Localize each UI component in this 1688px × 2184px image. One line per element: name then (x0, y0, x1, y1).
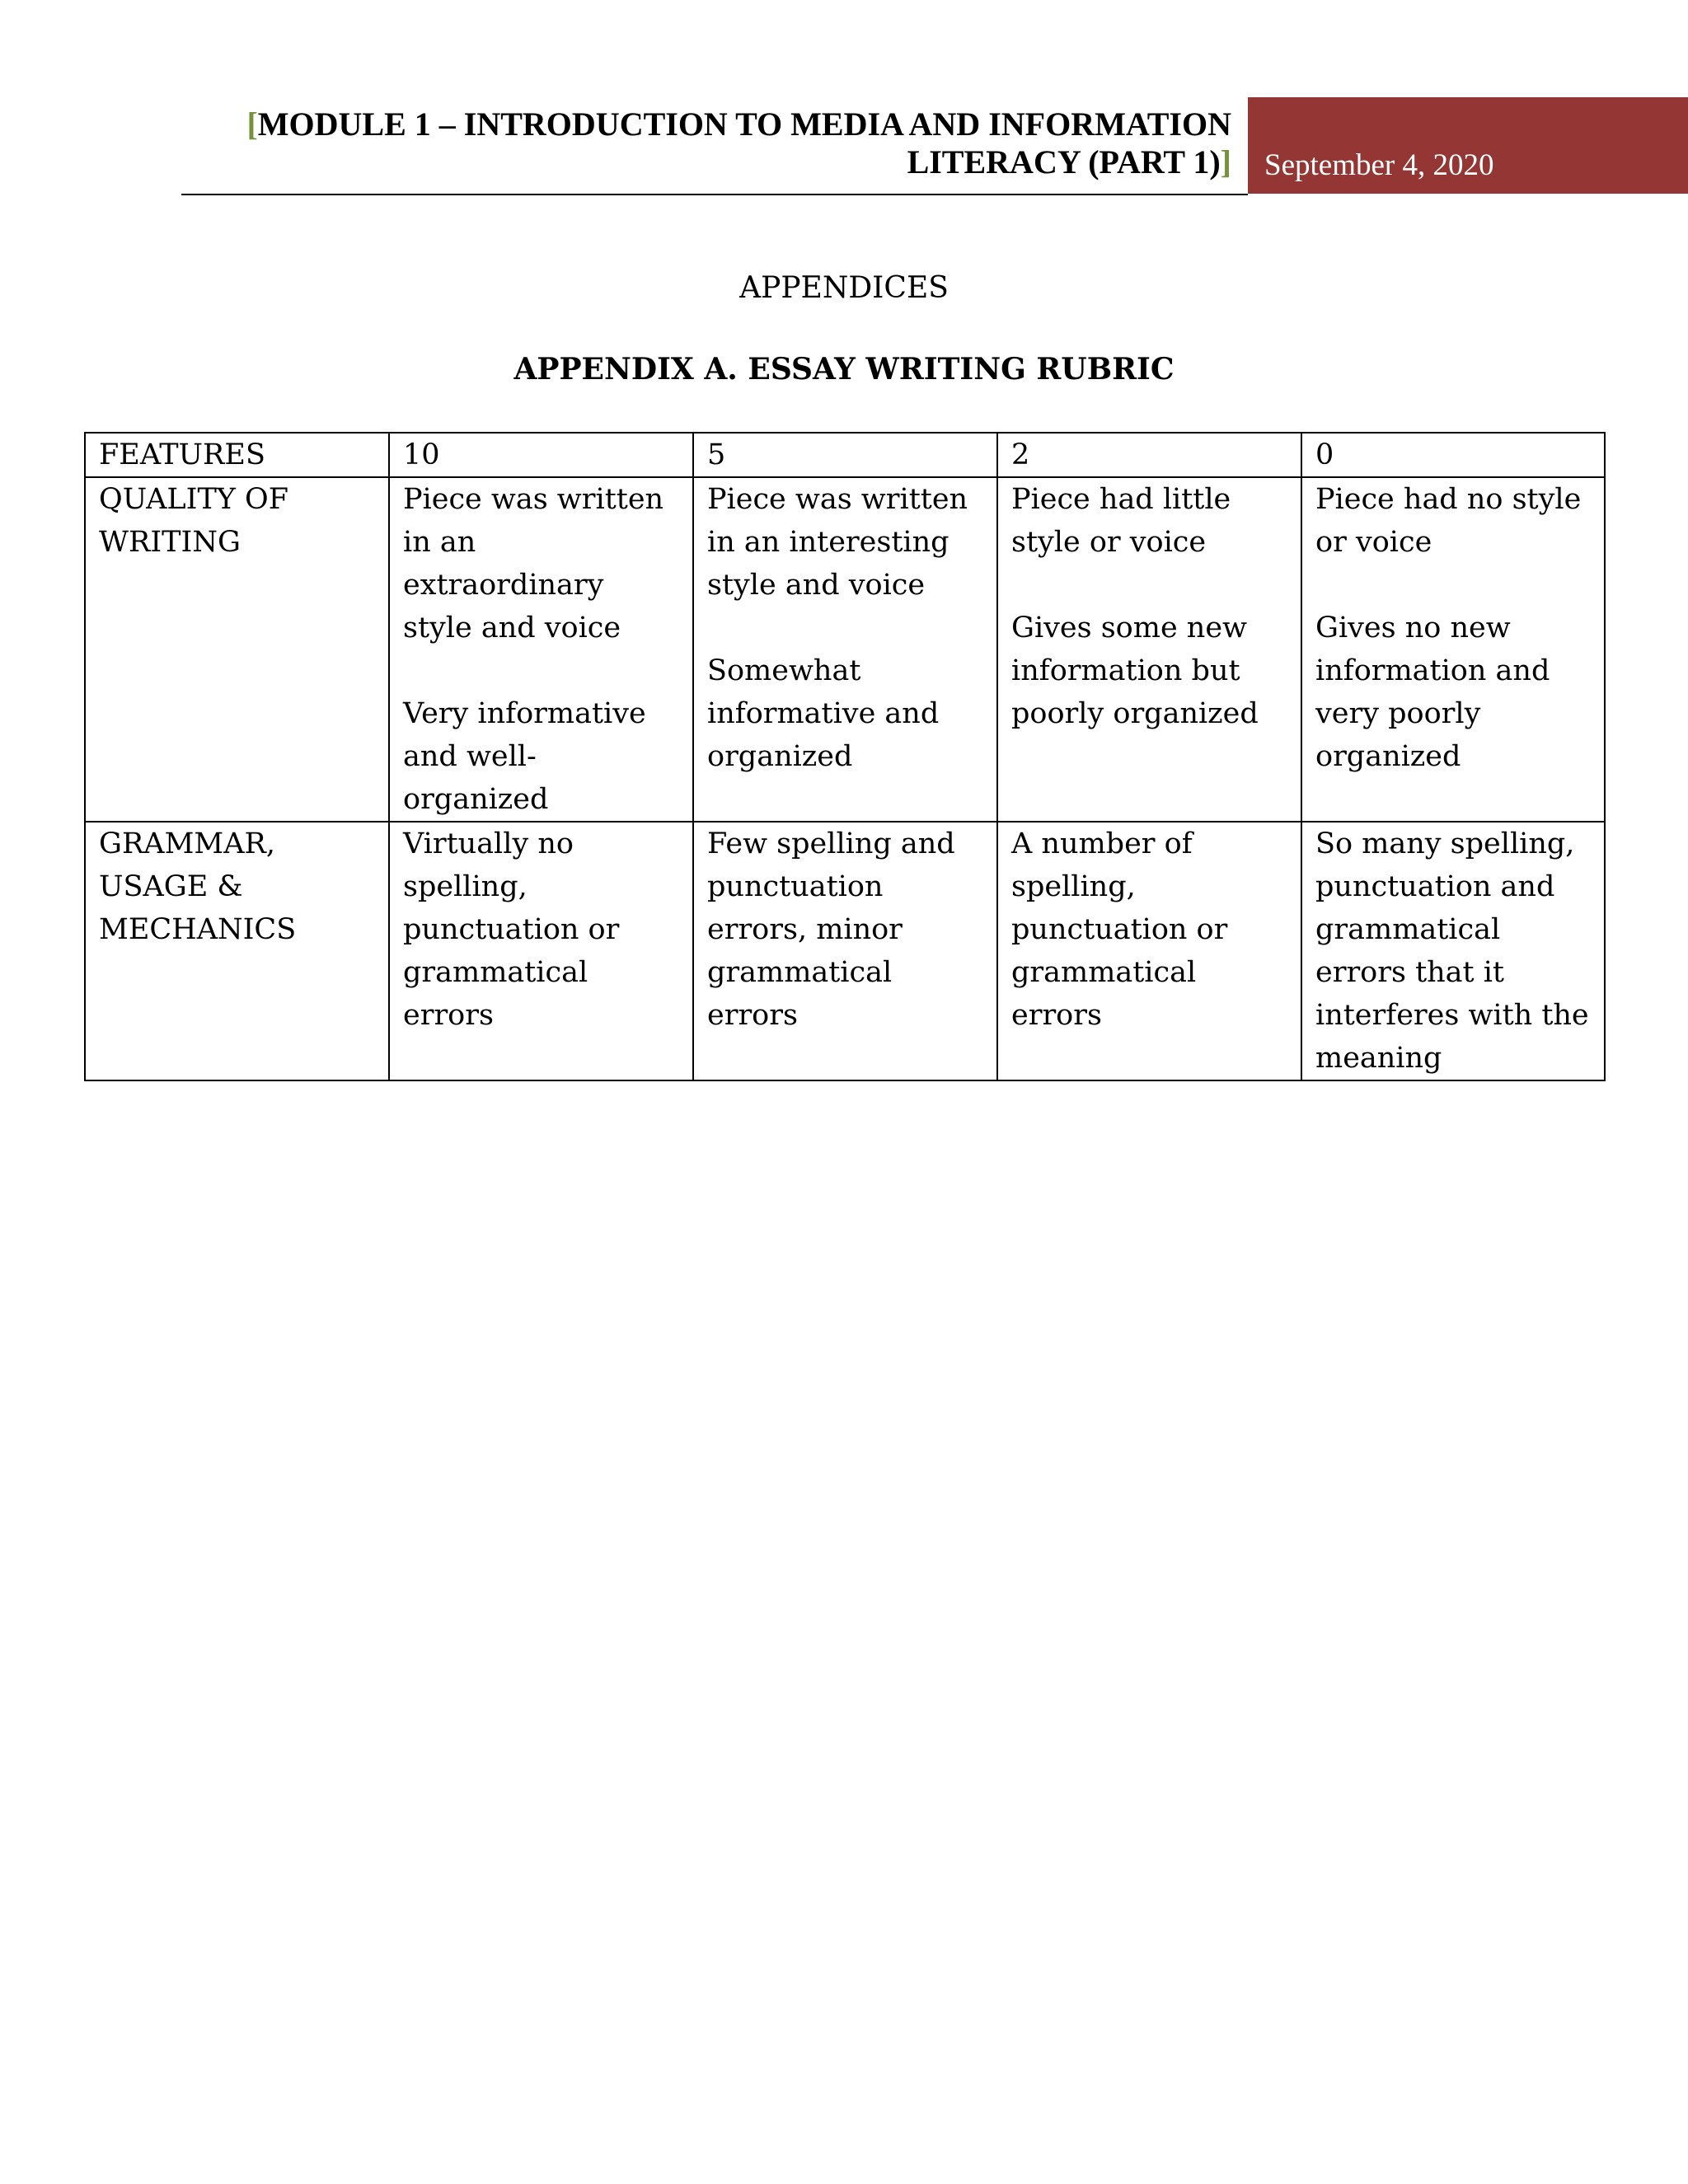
column-header-score-5: 5 (693, 433, 997, 477)
column-header-score-10: 10 (389, 433, 693, 477)
column-header-score-2: 2 (997, 433, 1301, 477)
bracket-close: ] (1220, 143, 1231, 180)
criteria-cell: Piece was written in an interesting style and voice Somewhat informative and organized (693, 477, 997, 822)
feature-cell: GRAMMAR, USAGE & MECHANICS (85, 822, 389, 1080)
table-row-quality-of-writing (85, 477, 1605, 822)
header-divider (181, 194, 1248, 195)
module-title (181, 105, 1231, 181)
criteria-cell: Piece had little style or voice Gives some new information but poorly organized (997, 477, 1301, 822)
criteria-cell: Piece was written in an extraordinary style and voice Very informative and well-organized (389, 477, 693, 822)
bracket-open: [ (246, 105, 258, 143)
criteria-cell: A number of spelling, punctuation or grammatical errors (997, 822, 1301, 1080)
criteria-cell: Few spelling and punctuation errors, minor grammatical errors (693, 822, 997, 1080)
header-date: September 4, 2020 (1264, 148, 1494, 182)
table-header-row (85, 433, 1605, 477)
column-header-score-0: 0 (1301, 433, 1605, 477)
rubric-table (84, 432, 1606, 1081)
appendix-title: APPENDIX A. ESSAY WRITING RUBRIC (513, 352, 1175, 387)
criteria-cell: Virtually no spelling, punctuation or grammatical errors (389, 822, 693, 1080)
date-banner (1248, 97, 1688, 194)
column-header-features: FEATURES (85, 433, 389, 477)
feature-cell: QUALITY OF WRITING (85, 477, 389, 822)
section-heading: APPENDICES (739, 271, 949, 305)
page-header (0, 0, 1688, 198)
criteria-cell: So many spelling, punctuation and grammatical errors that it interferes with the meaning (1301, 822, 1605, 1080)
table-row-grammar-usage-mechanics (85, 822, 1605, 1080)
criteria-cell: Piece had no style or voice Gives no new information and very poorly organized (1301, 477, 1605, 822)
module-title-text: MODULE 1 – INTRODUCTION TO MEDIA AND INFORMATION LITERACY (PART 1) (257, 105, 1231, 180)
